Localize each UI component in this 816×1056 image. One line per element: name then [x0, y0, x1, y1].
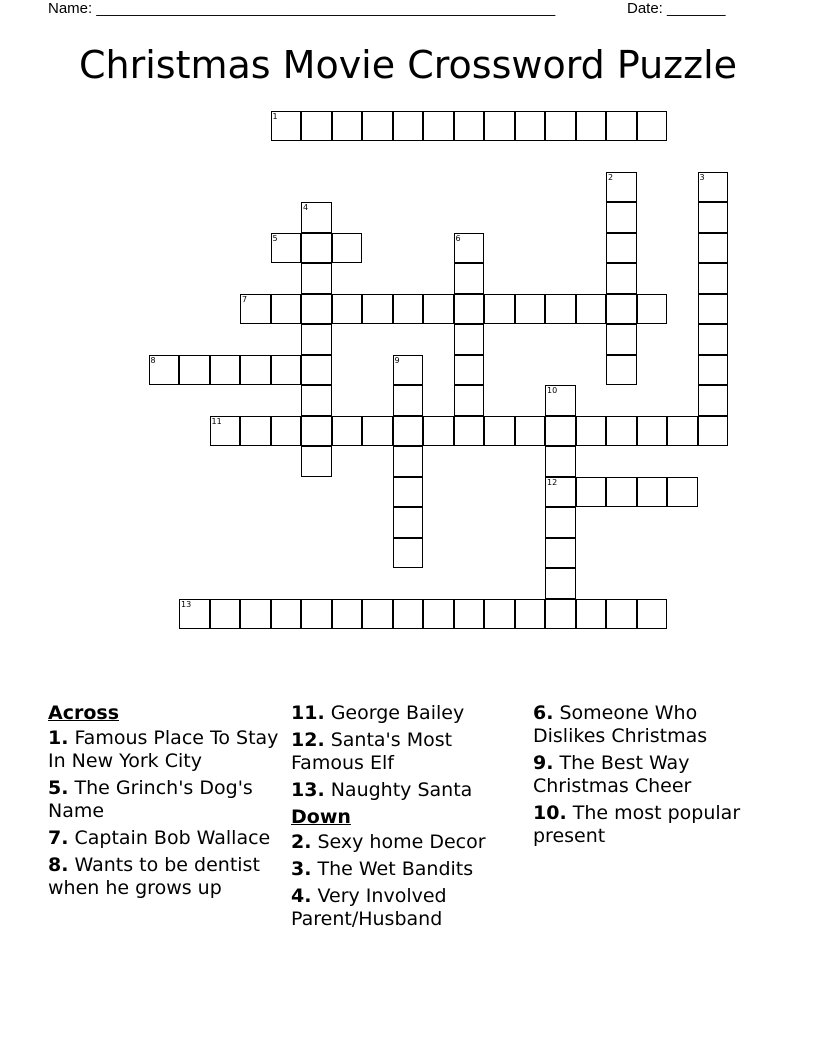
- clue-item: [291, 729, 523, 775]
- clue-item-number: 11.: [291, 702, 325, 724]
- grid-cell[interactable]: [545, 111, 576, 142]
- grid-cell[interactable]: [606, 111, 637, 142]
- clue-number: 9: [394, 355, 400, 365]
- grid-cell[interactable]: [606, 355, 637, 386]
- grid-cell[interactable]: [454, 233, 485, 264]
- grid-cell[interactable]: [667, 477, 698, 508]
- clue-item-number: 1.: [48, 727, 69, 749]
- grid-cell[interactable]: [332, 416, 363, 447]
- date-field[interactable]: Date: _______: [627, 0, 726, 17]
- grid-cell[interactable]: [393, 599, 424, 630]
- clue-number: 1: [272, 111, 278, 121]
- grid-cell[interactable]: [454, 385, 485, 416]
- clue-number: 12: [547, 477, 558, 487]
- clue-item: [533, 752, 765, 798]
- clue-item-number: 9.: [533, 752, 554, 774]
- clue-item-text: Someone Who Dislikes Christmas: [533, 702, 708, 747]
- clue-item-number: 12.: [291, 729, 325, 751]
- clues-column-2: [291, 702, 523, 935]
- grid-cell[interactable]: [301, 324, 332, 355]
- clue-item-text: Sexy home Decor: [311, 831, 486, 853]
- grid-cell[interactable]: [332, 599, 363, 630]
- grid-cell[interactable]: [210, 416, 241, 447]
- grid-cell[interactable]: [423, 416, 454, 447]
- grid-cell[interactable]: [301, 385, 332, 416]
- clue-item-number: 5.: [48, 777, 69, 799]
- grid-cell[interactable]: [240, 416, 271, 447]
- grid-cell[interactable]: [606, 263, 637, 294]
- down-clue-list-continued: [533, 702, 765, 848]
- grid-cell[interactable]: [393, 385, 424, 416]
- grid-cell[interactable]: [362, 599, 393, 630]
- clue-item-number: 6.: [533, 702, 554, 724]
- grid-cell[interactable]: [576, 477, 607, 508]
- grid-cell[interactable]: [423, 599, 454, 630]
- clue-item-text: The Grinch's Dog's Name: [48, 777, 253, 822]
- down-clue-list: [291, 831, 523, 931]
- grid-cell[interactable]: [667, 416, 698, 447]
- grid-cell[interactable]: [271, 111, 302, 142]
- clue-item-text: George Bailey: [324, 702, 465, 724]
- grid-cell[interactable]: [210, 599, 241, 630]
- grid-cell[interactable]: [362, 111, 393, 142]
- clues-column-1: [48, 702, 280, 904]
- clue-item-text: Santa's Most Famous Elf: [291, 729, 453, 774]
- clue-number: 7: [242, 294, 248, 304]
- grid-cell[interactable]: [393, 538, 424, 569]
- grid-cell[interactable]: [301, 294, 332, 325]
- grid-cell[interactable]: [393, 294, 424, 325]
- grid-cell[interactable]: [515, 294, 546, 325]
- grid-cell[interactable]: [637, 294, 668, 325]
- grid-cell[interactable]: [545, 446, 576, 477]
- clue-item-number: 4.: [291, 885, 312, 907]
- clue-number: 5: [272, 233, 278, 243]
- grid-cell[interactable]: [637, 416, 668, 447]
- clue-number: 13: [181, 599, 192, 609]
- grid-cell[interactable]: [454, 599, 485, 630]
- grid-cell[interactable]: [545, 568, 576, 599]
- clue-item-number: 10.: [533, 802, 567, 824]
- clue-item-number: 3.: [291, 858, 312, 880]
- clue-item: [48, 727, 280, 773]
- grid-cell[interactable]: [271, 355, 302, 386]
- grid-cell[interactable]: [423, 111, 454, 142]
- grid-cell[interactable]: [423, 294, 454, 325]
- clue-item-text: Naughty Santa: [324, 779, 473, 801]
- grid-cell[interactable]: [240, 355, 271, 386]
- clue-item: [291, 858, 523, 881]
- clue-item-number: 13.: [291, 779, 325, 801]
- grid-cell[interactable]: [301, 233, 332, 264]
- grid-cell[interactable]: [240, 294, 271, 325]
- clue-item: [291, 702, 523, 725]
- clue-item-number: 7.: [48, 827, 69, 849]
- name-field[interactable]: Name: _______________________________________________________: [48, 0, 556, 17]
- grid-cell[interactable]: [454, 324, 485, 355]
- down-heading: Down: [291, 806, 351, 828]
- grid-cell[interactable]: [545, 294, 576, 325]
- grid-cell[interactable]: [210, 355, 241, 386]
- grid-cell[interactable]: [606, 324, 637, 355]
- across-clue-list-continued: [291, 702, 523, 802]
- grid-cell[interactable]: [393, 416, 424, 447]
- grid-cell[interactable]: [545, 477, 576, 508]
- grid-cell[interactable]: [332, 111, 363, 142]
- grid-cell[interactable]: [362, 416, 393, 447]
- grid-cell[interactable]: [393, 355, 424, 386]
- clue-number: 2: [608, 172, 614, 182]
- grid-cell[interactable]: [545, 507, 576, 538]
- grid-cell[interactable]: [637, 477, 668, 508]
- across-heading: Across: [48, 702, 120, 724]
- grid-cell[interactable]: [606, 202, 637, 233]
- grid-cell[interactable]: [606, 294, 637, 325]
- grid-cell[interactable]: [545, 538, 576, 569]
- grid-cell[interactable]: [271, 294, 302, 325]
- grid-cell[interactable]: [698, 233, 729, 264]
- grid-cell[interactable]: [484, 599, 515, 630]
- grid-cell[interactable]: [545, 385, 576, 416]
- grid-cell[interactable]: [454, 294, 485, 325]
- clue-item-text: Captain Bob Wallace: [68, 827, 271, 849]
- grid-cell[interactable]: [606, 416, 637, 447]
- grid-cell[interactable]: [515, 111, 546, 142]
- clue-item-number: 8.: [48, 854, 69, 876]
- clue-item: [533, 802, 765, 848]
- grid-cell[interactable]: [515, 416, 546, 447]
- clue-number: 11: [211, 416, 222, 426]
- grid-cell[interactable]: [698, 355, 729, 386]
- grid-cell[interactable]: [301, 355, 332, 386]
- grid-cell[interactable]: [606, 599, 637, 630]
- clue-item: [48, 854, 280, 900]
- grid-cell[interactable]: [179, 599, 210, 630]
- grid-cell[interactable]: [576, 599, 607, 630]
- grid-cell[interactable]: [332, 294, 363, 325]
- clue-item-number: 2.: [291, 831, 312, 853]
- grid-cell[interactable]: [545, 599, 576, 630]
- grid-cell[interactable]: [271, 599, 302, 630]
- grid-cell[interactable]: [240, 599, 271, 630]
- grid-cell[interactable]: [301, 202, 332, 233]
- clue-item: [291, 831, 523, 854]
- grid-cell[interactable]: [698, 416, 729, 447]
- grid-cell[interactable]: [454, 111, 485, 142]
- grid-cell[interactable]: [576, 111, 607, 142]
- grid-cell[interactable]: [698, 385, 729, 416]
- grid-cell[interactable]: [454, 355, 485, 386]
- grid-cell[interactable]: [454, 263, 485, 294]
- grid-cell[interactable]: [545, 416, 576, 447]
- grid-cell[interactable]: [576, 416, 607, 447]
- clue-number: 3: [699, 172, 705, 182]
- clue-item: [48, 827, 280, 850]
- clue-item-text: Very Involved Parent/Husband: [291, 885, 447, 930]
- grid-cell[interactable]: [301, 111, 332, 142]
- grid-cell[interactable]: [698, 294, 729, 325]
- grid-cell[interactable]: [698, 263, 729, 294]
- clue-item-text: Wants to be dentist when he grows up: [48, 854, 260, 899]
- clue-item-text: The most popular present: [533, 802, 741, 847]
- page-title: Christmas Movie Crossword Puzzle: [78, 43, 738, 87]
- grid-cell[interactable]: [179, 355, 210, 386]
- grid-cell[interactable]: [698, 172, 729, 203]
- grid-cell[interactable]: [301, 446, 332, 477]
- clue-item: [291, 885, 523, 931]
- across-clue-list: [48, 727, 280, 900]
- grid-cell[interactable]: [393, 111, 424, 142]
- clue-number: 10: [547, 386, 558, 395]
- grid-cell[interactable]: [606, 477, 637, 508]
- clue-item-text: Famous Place To Stay In New York City: [48, 727, 279, 772]
- grid-cell[interactable]: [301, 416, 332, 447]
- grid-cell[interactable]: [393, 477, 424, 508]
- grid-cell[interactable]: [637, 599, 668, 630]
- clue-item-text: The Best Way Christmas Cheer: [533, 752, 692, 797]
- clue-item-text: The Wet Bandits: [311, 858, 474, 880]
- clue-item: [533, 702, 765, 748]
- grid-cell[interactable]: [698, 324, 729, 355]
- clue-item: [48, 777, 280, 823]
- grid-cell[interactable]: [393, 446, 424, 477]
- clue-number: 6: [455, 233, 461, 243]
- grid-cell[interactable]: [271, 233, 302, 264]
- grid-cell[interactable]: [301, 263, 332, 294]
- grid-cell[interactable]: [393, 507, 424, 538]
- clue-number: 8: [150, 355, 156, 365]
- grid-cell[interactable]: [332, 233, 363, 264]
- grid-cell[interactable]: [362, 294, 393, 325]
- grid-cell[interactable]: [484, 416, 515, 447]
- grid-cell[interactable]: [301, 599, 332, 630]
- grid-cell[interactable]: [484, 294, 515, 325]
- clue-item: [291, 779, 523, 802]
- grid-cell[interactable]: [576, 294, 607, 325]
- grid-cell[interactable]: [149, 355, 180, 386]
- grid-cell[interactable]: [454, 416, 485, 447]
- grid-cell[interactable]: [606, 233, 637, 264]
- grid-cell[interactable]: [606, 172, 637, 203]
- grid-cell[interactable]: [515, 599, 546, 630]
- clues-column-3: [533, 702, 765, 852]
- grid-cell[interactable]: [271, 416, 302, 447]
- grid-cell[interactable]: [698, 202, 729, 233]
- grid-cell[interactable]: [484, 111, 515, 142]
- grid-cell[interactable]: [637, 111, 668, 142]
- clue-number: 4: [303, 203, 309, 212]
